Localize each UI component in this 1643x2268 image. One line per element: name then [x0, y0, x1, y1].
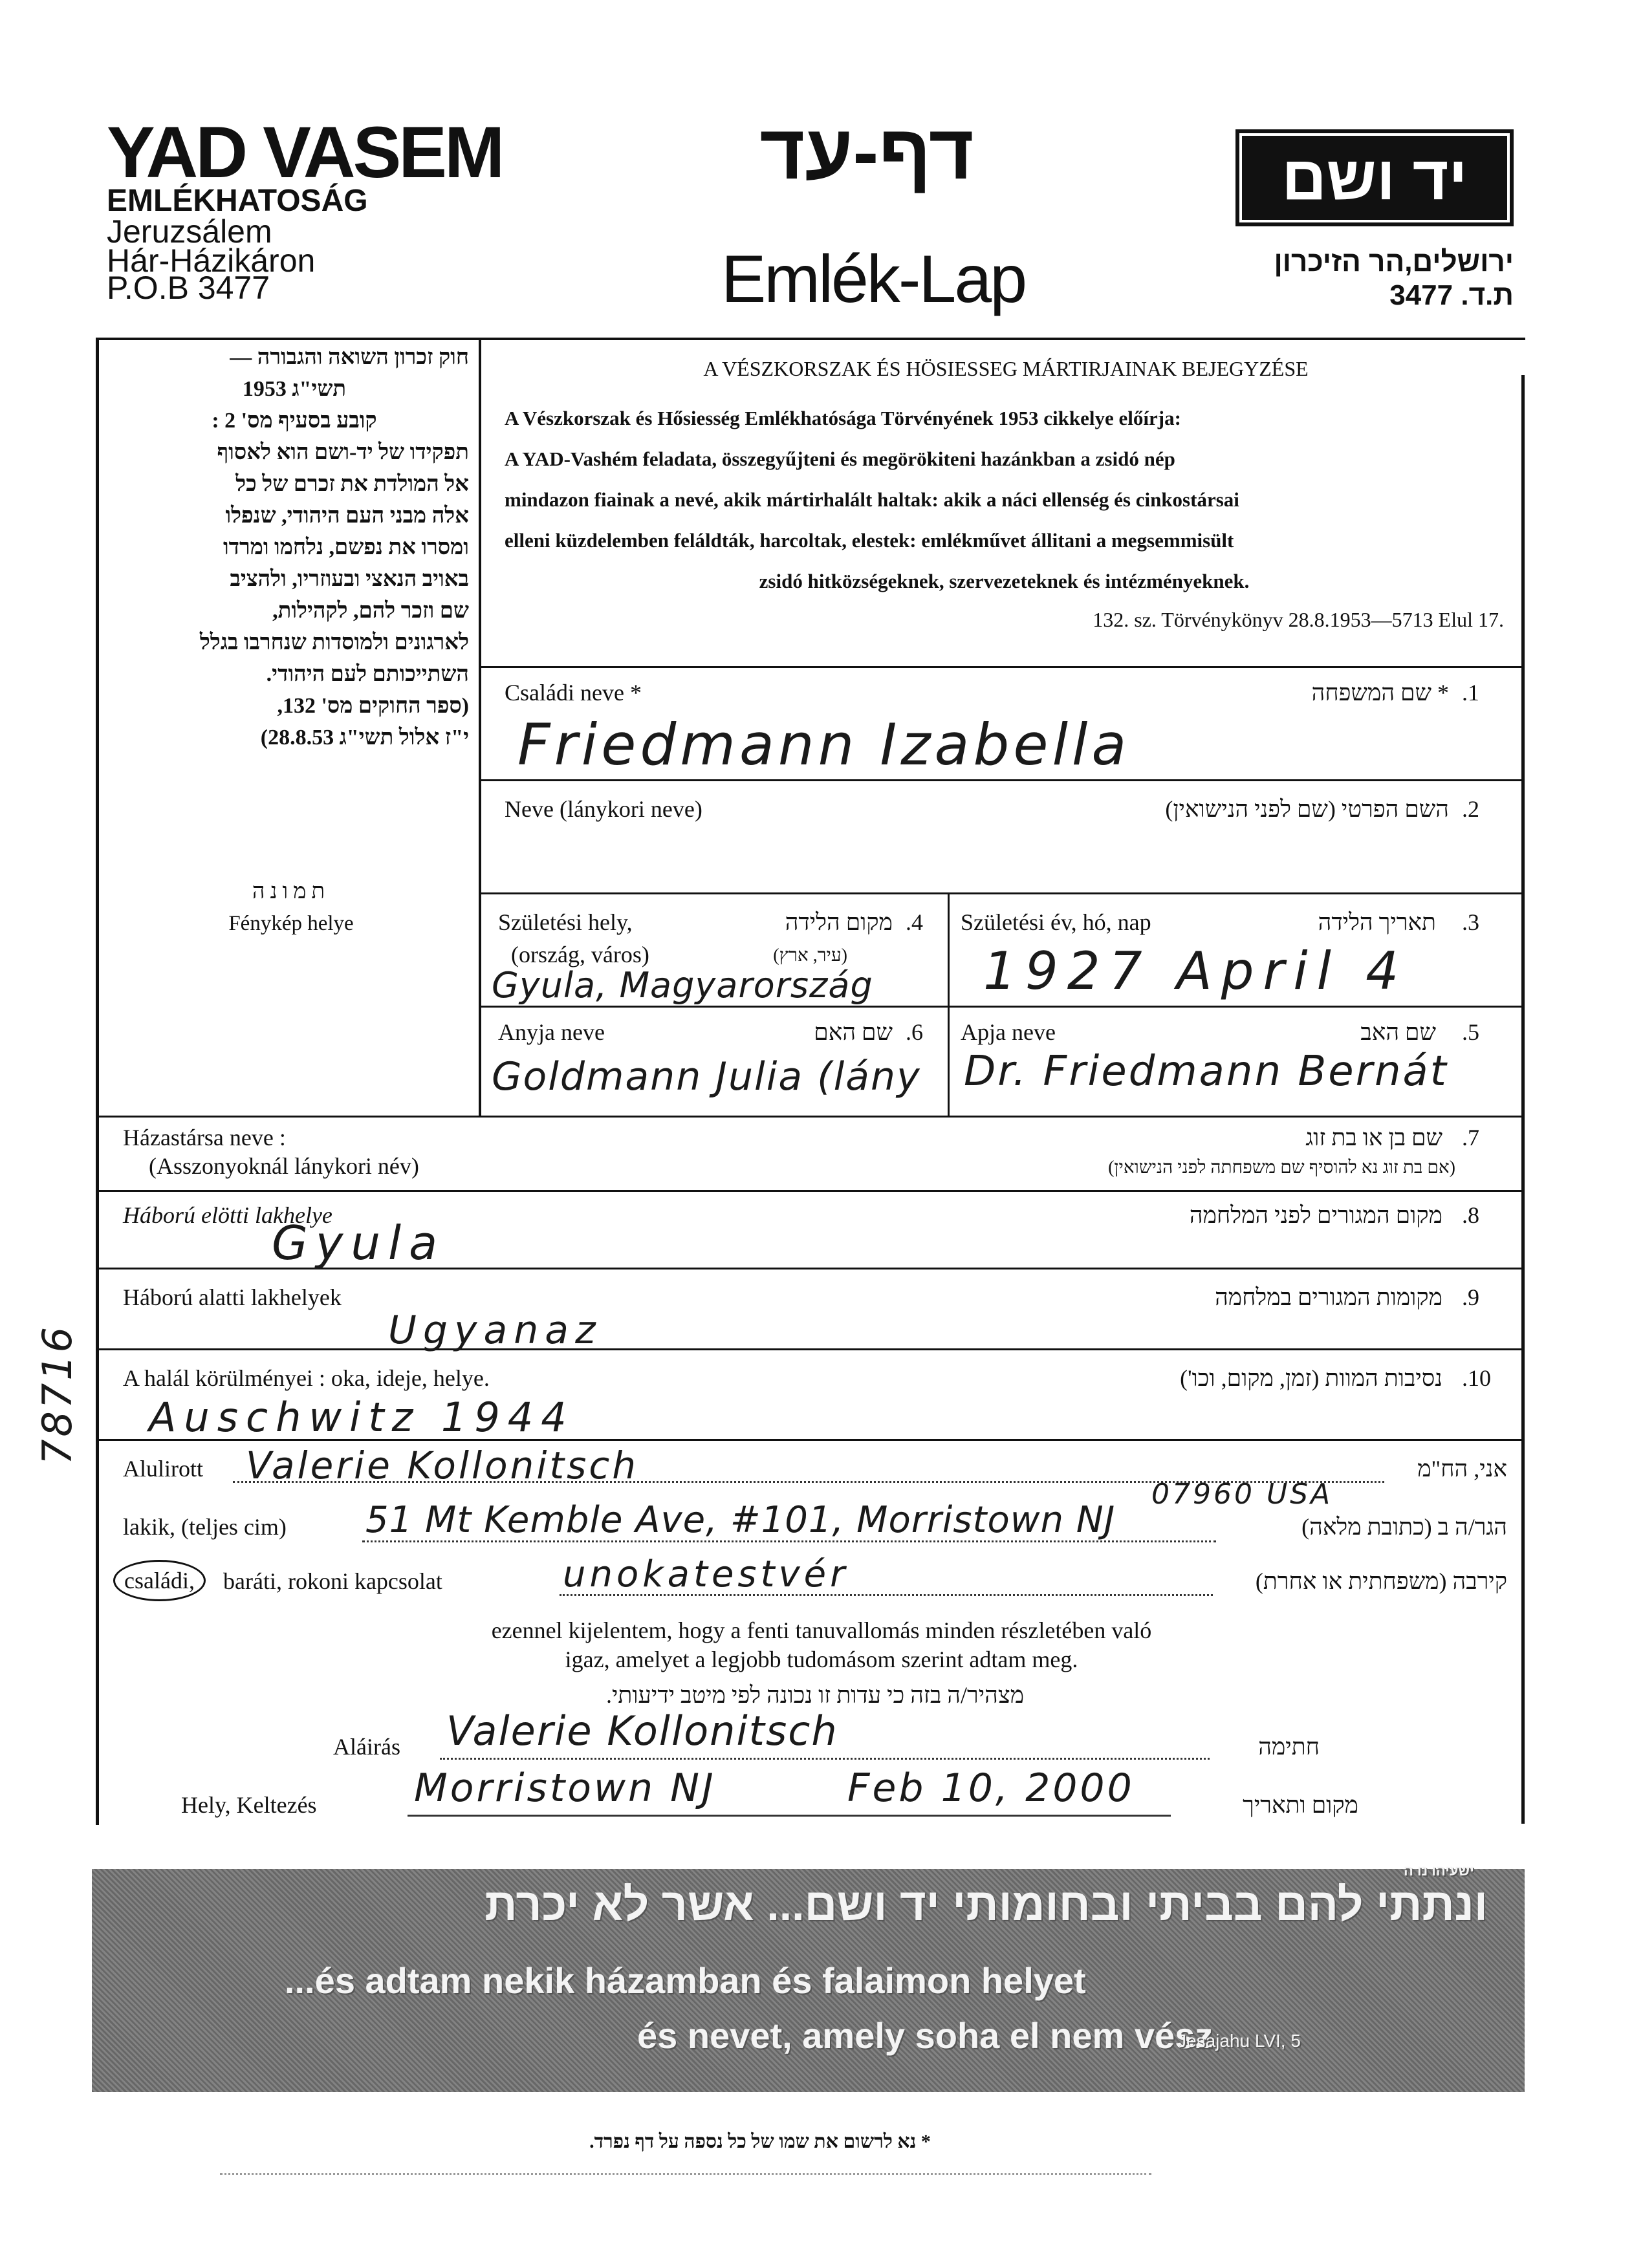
field10-label: A halál körülményei : oka, ideje, helye.	[123, 1365, 490, 1391]
intro-line: zsidó hitközségeknek, szervezeteknek és intézményeknek.	[759, 570, 1250, 592]
field4-hebrew-sub: (עיר, ארץ)	[773, 945, 847, 966]
banner-hebrew-ref: ישעיהו נו ה	[1404, 1863, 1474, 1879]
org-title: YAD VASEM	[107, 112, 503, 193]
field4-hebrew: מקום הלידה	[785, 909, 893, 935]
field1-label: Családi neve *	[505, 680, 642, 706]
intro-line: mindazon fiainak a nevé, akik mártirhalált haltak: akik a náci ellenség és cinkostársai	[505, 488, 1239, 511]
top-rule	[96, 338, 1525, 340]
org-location: Hár-Házikáron	[107, 243, 316, 279]
field7-number: .7	[1462, 1125, 1479, 1150]
field5-number: .5	[1462, 1019, 1479, 1045]
field8-value[interactable]: Gyula	[272, 1216, 446, 1270]
signature-label: Aláirás	[333, 1734, 400, 1760]
banner-ref: Jesajahu LVI, 5	[1177, 2031, 1301, 2051]
field1-number: .1	[1462, 680, 1479, 706]
undersigned-hebrew: אני, הח"מ	[1417, 1456, 1507, 1482]
date-value[interactable]: Feb 10, 2000	[847, 1766, 1135, 1811]
law-line: ומסרו את נפשם, נלחמו ומרדו	[223, 535, 469, 559]
relation-value[interactable]: unokatestvér	[563, 1553, 849, 1595]
field6-hebrew: שם האם	[814, 1019, 893, 1045]
field7-bottom	[96, 1190, 1523, 1192]
footnote-residue	[220, 2173, 1151, 2175]
field10-number: .10	[1462, 1365, 1491, 1391]
field5-label: Apja neve	[961, 1019, 1056, 1045]
field3-hebrew: תאריך הלידה	[1318, 909, 1436, 935]
place-date-line	[408, 1815, 1171, 1817]
law-line: (ספר החוקים מס' 132,	[277, 694, 469, 718]
yad-vashem-logo	[1235, 129, 1514, 226]
org-pob: P.O.B 3477	[107, 270, 270, 306]
org-subtitle: EMLÉKHATOSÁG	[107, 184, 368, 218]
field8-hebrew: מקום המגורים לפני המלחמה	[1189, 1202, 1442, 1228]
field2-number: .2	[1462, 796, 1479, 822]
right-outer-border	[1521, 375, 1525, 1824]
field3-number: .3	[1462, 909, 1479, 935]
field5-hebrew: שם האב	[1360, 1019, 1436, 1045]
form-title: Emlék-Lap	[721, 242, 1026, 317]
law-text-block	[120, 341, 469, 753]
law-line: אל המולדת את זכרם של כל	[235, 472, 469, 496]
intro-line: elleni küzdelemben feláldták, harcoltak, elestek: emlékművet állitani a megsemmisült	[505, 529, 1234, 552]
place-value[interactable]: Morristown NJ	[414, 1766, 716, 1811]
law-line: אלה מבני העם היהודי, שנפלו	[225, 504, 469, 528]
field2-bottom	[479, 892, 1523, 894]
field6-number: .6	[906, 1019, 923, 1045]
org-city: Jeruzsálem	[107, 213, 272, 250]
field6-label: Anyja neve	[498, 1019, 605, 1045]
field1-hebrew: * שם המשפחה	[1311, 680, 1449, 706]
field2-divider	[479, 779, 1523, 781]
law-line: השתייכותם לעם היהודי.	[266, 662, 469, 686]
banner-line2: és nevet, amely soha el nem vész	[637, 2015, 1213, 2056]
field9-bottom	[96, 1348, 1523, 1350]
undersigned-label: Alulirott	[123, 1456, 203, 1482]
form-title-hebrew: דף-עד	[759, 109, 974, 195]
statement-line2: igaz, amelyet a legjobb tudomásom szerint adtam meg.	[565, 1647, 1078, 1672]
margin-file-number: 78716	[34, 1324, 82, 1465]
field8-label: Háború elötti lakhelye	[123, 1202, 332, 1228]
banner-line1: ...és adtam nekik házamban és falaimon helyet	[285, 1960, 1086, 2001]
photo-label: Fénykép helye	[228, 912, 354, 935]
relation-circled: családi,	[113, 1560, 206, 1601]
field8-number: .8	[1462, 1202, 1479, 1228]
place-date-label: Hely, Keltezés	[181, 1792, 317, 1818]
intro-citation: 132. sz. Törvénykönyv 28.8.1953—5713 Elul 17.	[1093, 608, 1504, 631]
intro-line: A Vészkorszak és Hősiesség Emlékhatósága Törvényének 1953 cikkelye előírja:	[505, 407, 1181, 429]
intro-text	[505, 398, 1504, 601]
field1-divider	[479, 666, 1523, 668]
left-column-divider	[479, 338, 481, 1117]
statement-line1: ezennel kijelentem, hogy a fenti tanuvallomás minden részletében való	[491, 1617, 1152, 1643]
place-date-hebrew: מקום ותאריך	[1243, 1792, 1358, 1818]
birth-fields-divider	[948, 892, 950, 1116]
law-line: חוק זכרון השואה והגבורה —	[230, 345, 469, 369]
intro-heading: A VÉSZKORSZAK ÉS HÖSIESSEG MÁRTIRJAINAK BEJEGYZÉSE	[703, 357, 1309, 380]
undersigned-value[interactable]: Valerie Kollonitsch	[246, 1443, 639, 1487]
field2-label: Neve (lánykori neve)	[505, 796, 702, 822]
address-value[interactable]: 51 Mt Kemble Ave, #101, Morristown NJ	[365, 1499, 1116, 1541]
field7-label-sub: (Asszonyoknál lánykori név)	[149, 1153, 419, 1179]
field4-value[interactable]: Gyula, Magyarország	[492, 965, 873, 1006]
intro-line: A YAD-Vashém feladata, összegyűjteni és megörökiteni hazánkban a zsidó nép	[505, 448, 1175, 470]
field9-hebrew: מקומות המגורים במלחמה	[1215, 1284, 1442, 1310]
address-label: lakik, (teljes cim)	[123, 1514, 287, 1540]
birth-row-bottom	[479, 1006, 1523, 1008]
field9-value[interactable]: Ugyanaz	[388, 1308, 602, 1353]
signature-value[interactable]: Valerie Kollonitsch	[446, 1707, 838, 1755]
footnote-hebrew: * נא לרשום את שמו של כל נספה על דף נפרד.	[589, 2131, 931, 2152]
field1-value[interactable]: Friedmann Izabella	[517, 711, 1131, 778]
field4-label-sub: (ország, város)	[511, 942, 649, 967]
law-line: קובע בסעיף מס' 2 :	[212, 409, 377, 433]
relation-label: baráti, rokoni kapcsolat	[223, 1568, 442, 1594]
law-line: לארגונים ולמוסדות שנחרבו בגלל	[199, 631, 469, 654]
statement-hebrew: מצהיר/ה בזה כי עדות זו נכונה לפי מיטב ידיעותי.	[605, 1682, 1025, 1708]
signature-line	[440, 1758, 1210, 1760]
field6-value[interactable]: Goldmann Julia (lány	[492, 1054, 921, 1099]
field7-label: Házastársa neve :	[123, 1125, 286, 1150]
signature-hebrew: חתימה	[1258, 1734, 1320, 1760]
field3-label: Születési év, hó, nap	[961, 909, 1151, 935]
field10-hebrew: נסיבות המוות (זמן, מקום, וכו')	[1180, 1365, 1442, 1391]
logo-text: יד ושם	[1239, 133, 1510, 222]
relation-hebrew: קירבה (משפחתית או אחרת)	[1255, 1568, 1507, 1594]
left-outer-border	[96, 338, 99, 1825]
address-extra[interactable]: 07960 USA	[1151, 1478, 1333, 1511]
law-line: תפקידו של יד-ושם הוא לאסוף	[217, 440, 469, 464]
field3-value[interactable]: 1927 April 4	[983, 941, 1408, 1001]
law-line: שם וזכר להם, לקהילות,	[272, 599, 469, 623]
field5-value[interactable]: Dr. Friedmann Bernát	[964, 1048, 1448, 1096]
field10-value[interactable]: Auschwitz 1944	[149, 1394, 574, 1441]
address-hebrew-line2: ת.ד. 3477	[1389, 279, 1514, 311]
law-line: באויב הנאצי ובעוזריו, ולהציב	[230, 567, 469, 591]
parents-row-bottom	[96, 1116, 1523, 1118]
banner-hebrew-quote: ונתתי להם בביתי ובחומותי יד ושם... אשר לא יכרת	[484, 1879, 1488, 1930]
address-hebrew-line1: ירושלים,הר הזיכרון	[1274, 246, 1514, 277]
field4-label: Születési hely,	[498, 909, 633, 935]
law-line: י"ז אלול תשי"ג 28.8.53)	[260, 726, 469, 750]
field9-number: .9	[1462, 1284, 1479, 1310]
field7-hebrew-sub: (אם בת זוג נא להוסיף שם משפחתה לפני הנישואין)	[1108, 1158, 1455, 1178]
field4-number: .4	[906, 909, 923, 935]
field7-hebrew: שם בן או בת זוג	[1305, 1125, 1442, 1150]
field2-hebrew: השם הפרטי (שם לפני הנישואין)	[1165, 796, 1449, 822]
photo-label-hebrew: תמונה	[252, 880, 331, 903]
address-hebrew: הגר/ה ב (כתובת מלאה)	[1301, 1514, 1507, 1540]
law-line: תשי"ג 1953	[242, 377, 347, 401]
field9-label: Háború alatti lakhelyek	[123, 1284, 342, 1310]
